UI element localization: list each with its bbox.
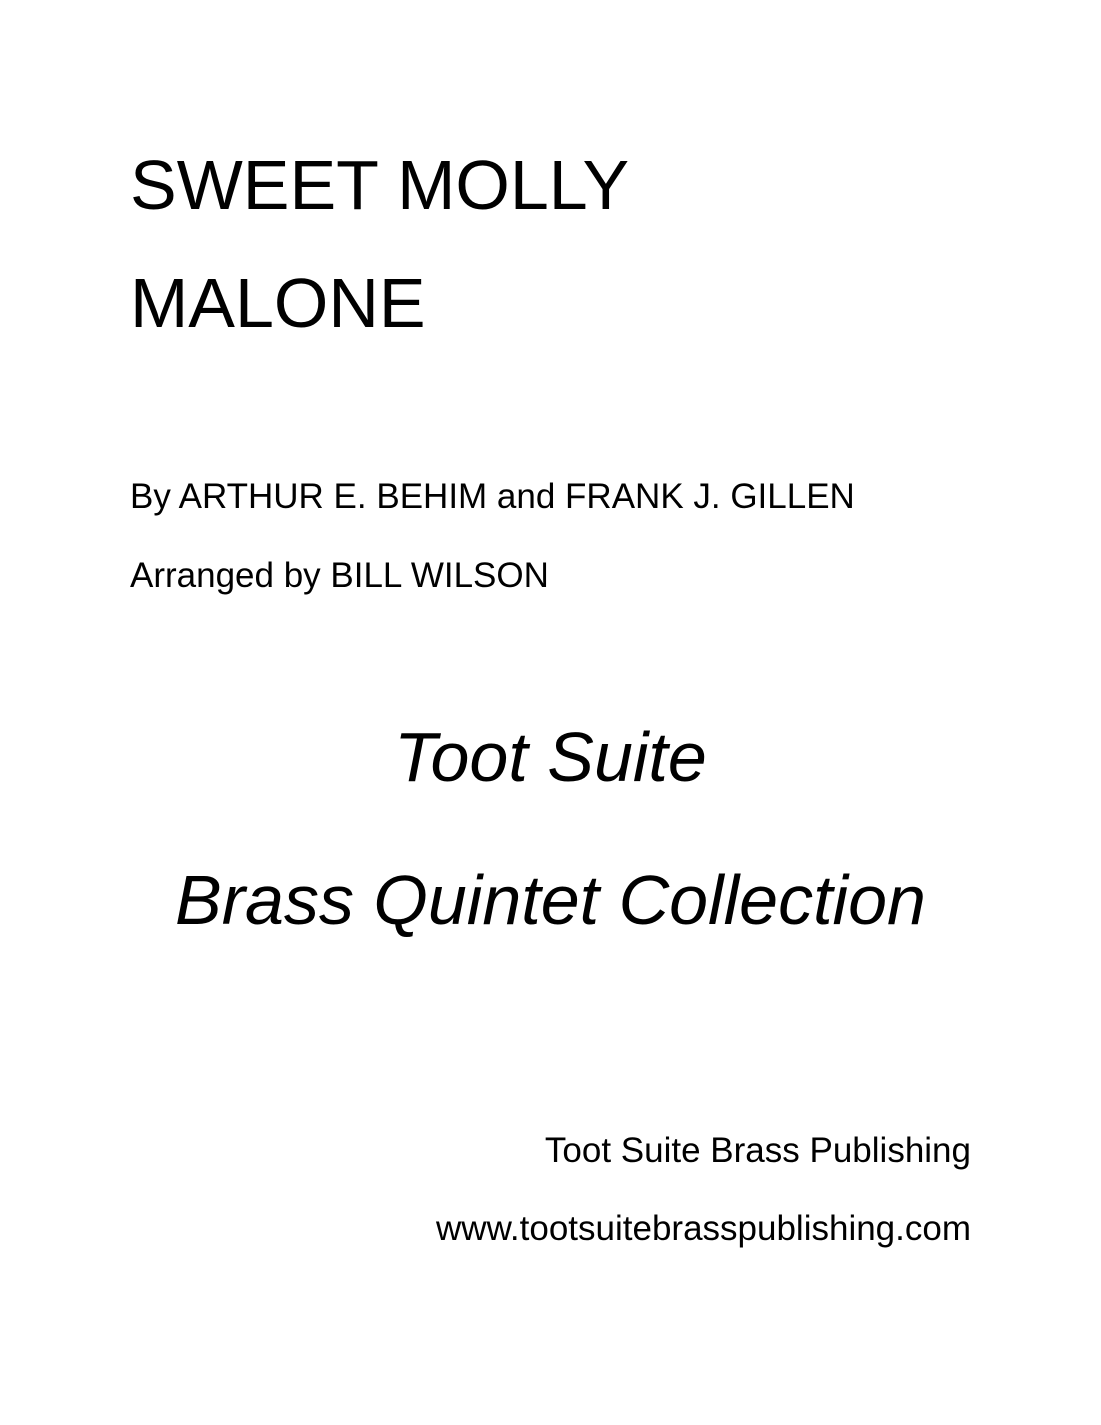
title-line-2: MALONE bbox=[130, 264, 426, 342]
arranger-credit: Arranged by BILL WILSON bbox=[130, 556, 549, 595]
publisher-website: www.tootsuitebrasspublishing.com bbox=[436, 1209, 971, 1248]
collection-title-line-1: Toot Suite bbox=[394, 718, 707, 796]
title-line-1: SWEET MOLLY bbox=[130, 146, 630, 224]
collection-title-line-2: Brass Quintet Collection bbox=[175, 861, 926, 939]
composer-credit: By ARTHUR E. BEHIM and FRANK J. GILLEN bbox=[130, 477, 855, 516]
publisher-name: Toot Suite Brass Publishing bbox=[544, 1131, 971, 1170]
